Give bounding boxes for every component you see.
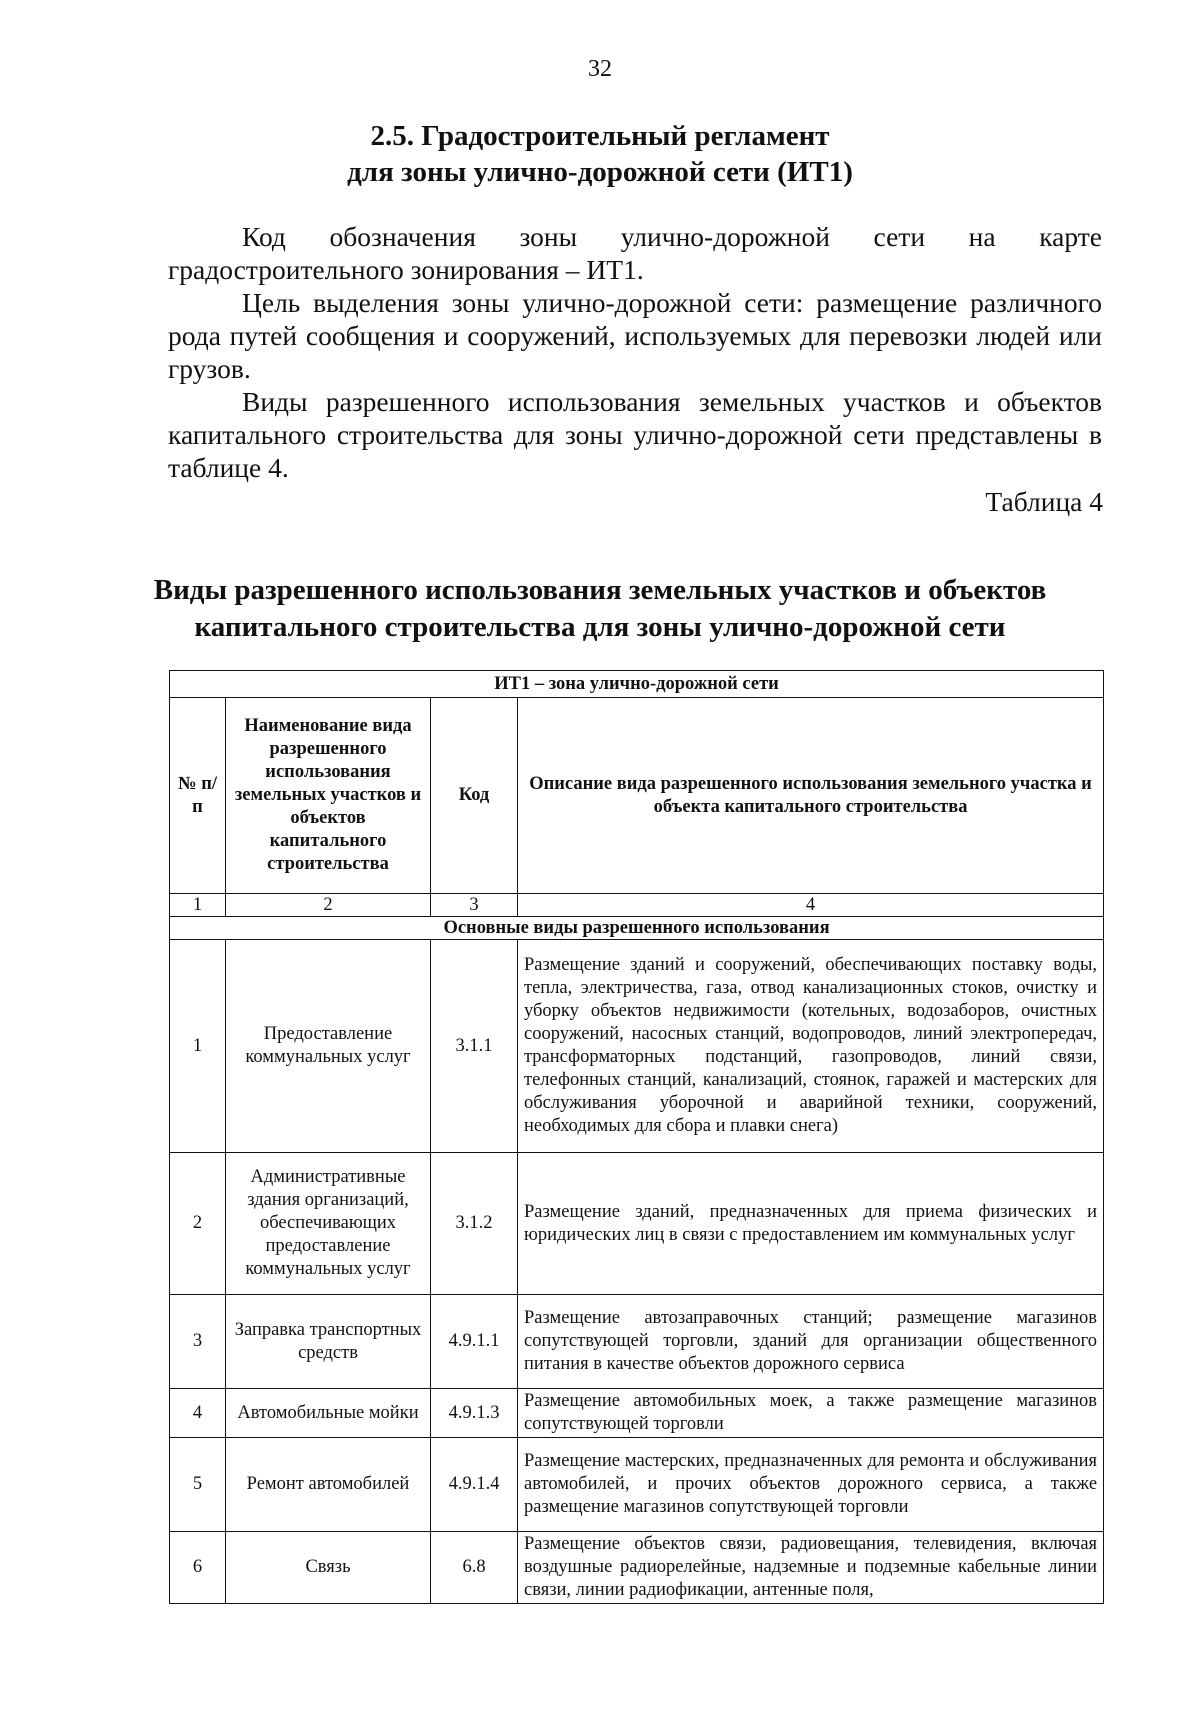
row-code: 4.9.1.3 [431,1389,518,1438]
group-header-row [170,917,1104,940]
row-number: 5 [170,1438,226,1532]
row-number: 4 [170,1389,226,1438]
row-use-name: Заправка транспортных средств [226,1295,431,1389]
row-description: Размещение объектов связи, радиовещания, телевидения, включая воздушные радиорелейные, надземные и подземные кабельные линии связи, линии радиофикации, антенные поля, [518,1532,1104,1604]
zone-header: ИТ1 – зона улично-дорожной сети [170,671,1104,698]
row-number: 1 [170,940,226,1153]
group-label: Основные виды разрешенного использования [170,917,1104,940]
column-number: 2 [226,894,431,917]
row-number: 3 [170,1295,226,1389]
row-code: 3.1.2 [431,1153,518,1295]
row-use-name: Автомобильные мойки [226,1389,431,1438]
table-zone-header-row [170,671,1104,698]
row-description: Размещение мастерских, предназначенных для ремонта и обслуживания автомобилей, и прочих объектов дорожного сервиса, а также размещение магазинов сопутствующей торговли [518,1438,1104,1532]
table-heading-line-2: капитального строительства для зоны улично-дорожной сети [194,611,1006,643]
table-row [170,1532,1104,1604]
column-number: 4 [518,894,1104,917]
table-label: Таблица 4 [985,486,1103,517]
land-use-table [169,670,1104,1604]
row-description: Размещение зданий, предназначенных для приема физических и юридических лиц в связи с предоставлением им коммунальных услуг [518,1153,1104,1295]
section-title [0,118,1200,190]
row-use-name: Связь [226,1532,431,1604]
table-row [170,940,1104,1153]
column-number-row [170,894,1104,917]
table-heading-line-1: Виды разрешенного использования земельных участков и объектов [153,574,1047,606]
section-title-line-2: для зоны улично-дорожной сети (ИТ1) [347,156,853,188]
page-number: 32 [588,56,612,82]
table-header-row [170,698,1104,894]
row-description: Размещение автомобильных моек, а также размещение магазинов сопутствующей торговли [518,1389,1104,1438]
row-use-name: Предоставление коммунальных услуг [226,940,431,1153]
paragraph-zone-purpose: Цель выделения зоны улично-дорожной сети: размещение различного рода путей сообщения и сооружений, используемых для перевозки людей или грузов. [168,287,1102,384]
row-number: 6 [170,1532,226,1604]
table-heading [0,572,1200,646]
row-code: 3.1.1 [431,940,518,1153]
row-code: 4.9.1.4 [431,1438,518,1532]
row-number: 2 [170,1153,226,1295]
table-row [170,1438,1104,1532]
row-use-name: Административные здания организаций, обеспечивающих предоставление коммунальных услуг [226,1153,431,1295]
column-header-number: № п/п [170,698,226,894]
column-number: 1 [170,894,226,917]
column-header-name: Наименование вида разрешенного использования земельных участков и объектов капитального строительства [226,698,431,894]
row-description: Размещение автозаправочных станций; размещение магазинов сопутствующей торговли, зданий для организации общественного питания в качестве объектов дорожного сервиса [518,1295,1104,1389]
row-code: 6.8 [431,1532,518,1604]
paragraph-table-reference: Виды разрешенного использования земельных участков и объектов капитального строительства для зоны улично-дорожной сети представлены в таблице 4. [168,386,1102,483]
column-header-description: Описание вида разрешенного использования земельного участка и объекта капитального строительства [518,698,1104,894]
row-use-name: Ремонт автомобилей [226,1438,431,1532]
column-header-code: Код [431,698,518,894]
section-title-line-1: 2.5. Градостроительный регламент [370,120,830,152]
table-row [170,1389,1104,1438]
paragraph-zone-code: Код обозначения зоны улично-дорожной сети на карте градостроительного зонирования – ИТ1. [168,221,1102,285]
body-text [168,220,1102,484]
column-number: 3 [431,894,518,917]
table-row [170,1295,1104,1389]
row-code: 4.9.1.1 [431,1295,518,1389]
row-description: Размещение зданий и сооружений, обеспечивающих поставку воды, тепла, электричества, газа, отвод канализационных стоков, очистку и уборку объектов недвижимости (котельных, водозаборов, очистных сооружений, насосных станций, водопроводов, линий электропередач, трансформаторных подстанций, газопроводов, линий связи, телефонных станций, канализаций, стоянок, гаражей и мастерских для обслуживания уборочной и аварийной техники, сооружений, необходимых для сбора и плавки снега) [518,940,1104,1153]
table-row [170,1153,1104,1295]
